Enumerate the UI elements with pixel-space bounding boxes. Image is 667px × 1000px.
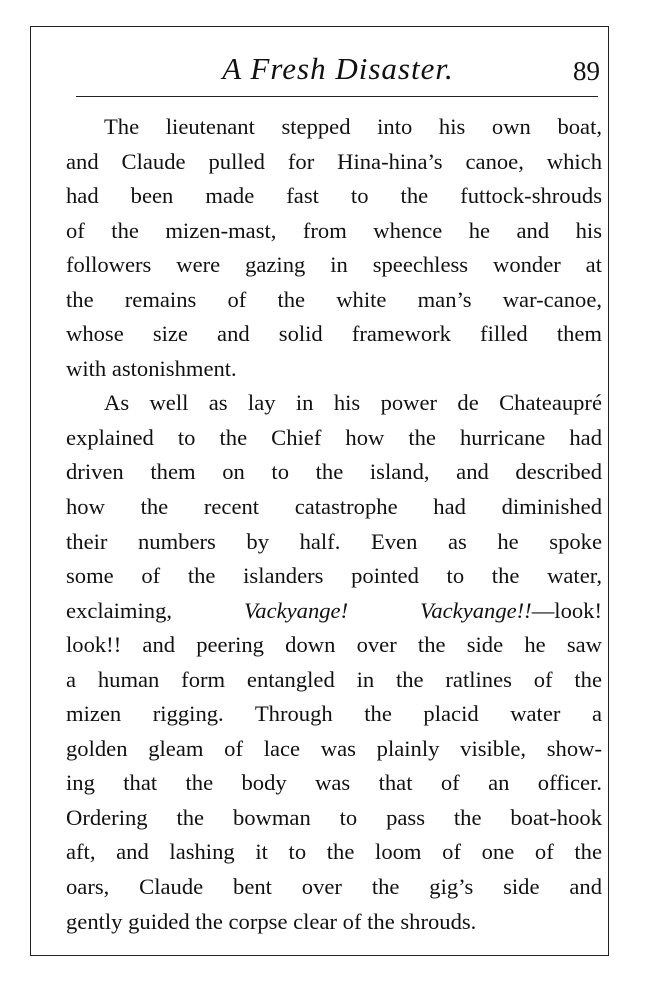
text-line: the remains of the white man’s war-canoe, <box>66 286 602 312</box>
text-line: look!! and peering down over the side he saw <box>66 632 602 658</box>
text-line-with-italic <box>66 594 602 629</box>
text-line: some of the islanders pointed to the water, <box>66 563 602 589</box>
text-line: Ordering the bowman to pass the boat-hook <box>66 804 602 830</box>
text-line: explained to the Chief how the hurricane had <box>66 424 602 450</box>
page-header <box>76 47 600 91</box>
text-line: ing that the body was that of an officer. <box>66 770 602 796</box>
text-line: how the recent catastrophe had diminished <box>66 494 602 520</box>
text-segment: —look! <box>531 597 602 623</box>
text-line: driven them on to the island, and described <box>66 459 602 485</box>
text-line: whose size and solid framework filled them <box>66 321 602 347</box>
text-line: mizen rigging. Through the placid water a <box>66 701 602 727</box>
running-title: A Fresh Disaster. <box>222 51 454 86</box>
italic-exclamation: Vackyange! Vackyange!! <box>243 597 532 623</box>
text-line: The lieutenant stepped into his own boat, <box>104 114 602 139</box>
text-line: and Claude pulled for Hina-hina’s canoe, which <box>66 148 602 174</box>
header-rule <box>76 96 598 97</box>
text-line: As well as lay in his power de Chateaupré <box>104 390 602 416</box>
text-segment: exclaiming, <box>66 597 244 623</box>
text-line: with astonishment. <box>66 355 237 381</box>
text-line: followers were gazing in speechless wonder at <box>66 252 602 278</box>
text-line: had been made fast to the futtock-shrouds <box>66 183 602 209</box>
text-line: a human form entangled in the ratlines of the <box>66 666 602 692</box>
text-line: gently guided the corpse clear of the shrouds. <box>66 908 477 934</box>
text-line: aft, and lashing it to the loom of one of the <box>66 839 602 865</box>
text-line: golden gleam of lace was plainly visible, show- <box>66 735 602 761</box>
page-number: 89 <box>573 56 600 86</box>
text-line: oars, Claude bent over the gig’s side and <box>66 874 602 900</box>
body-text <box>66 110 602 939</box>
text-line: of the mizen-mast, from whence he and his <box>66 217 602 243</box>
text-line: their numbers by half. Even as he spoke <box>66 528 602 554</box>
